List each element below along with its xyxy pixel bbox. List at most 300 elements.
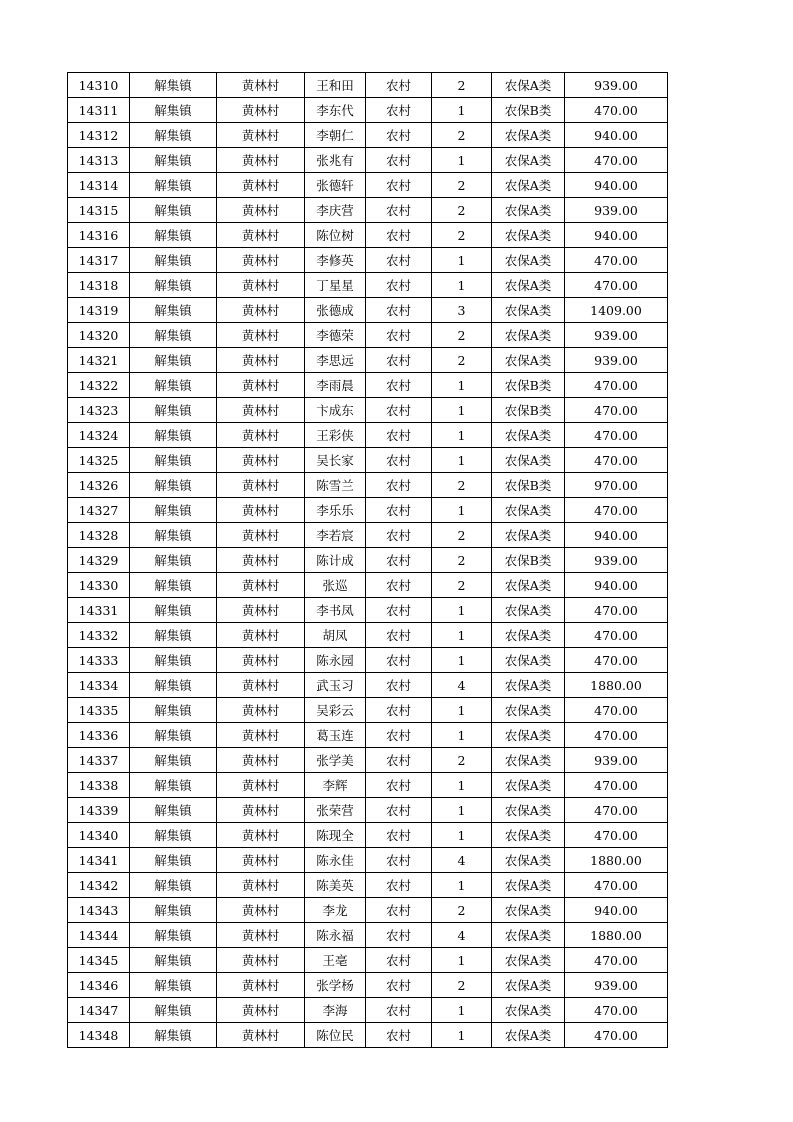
amount-cell: 940.00 bbox=[565, 173, 668, 198]
town-cell: 解集镇 bbox=[130, 423, 217, 448]
amount-cell: 470.00 bbox=[565, 423, 668, 448]
name-cell: 陈美英 bbox=[305, 873, 366, 898]
name-cell: 王亳 bbox=[305, 948, 366, 973]
household-type-cell: 农村 bbox=[366, 223, 432, 248]
table-row bbox=[68, 648, 668, 673]
household-type-cell: 农村 bbox=[366, 498, 432, 523]
amount-cell: 939.00 bbox=[565, 323, 668, 348]
persons-cell: 1 bbox=[432, 1023, 492, 1048]
table-row bbox=[68, 798, 668, 823]
table-row bbox=[68, 373, 668, 398]
name-cell: 李雨晨 bbox=[305, 373, 366, 398]
record-id-cell: 14318 bbox=[68, 273, 130, 298]
household-type-cell: 农村 bbox=[366, 473, 432, 498]
household-type-cell: 农村 bbox=[366, 823, 432, 848]
persons-cell: 1 bbox=[432, 623, 492, 648]
town-cell: 解集镇 bbox=[130, 923, 217, 948]
town-cell: 解集镇 bbox=[130, 123, 217, 148]
name-cell: 葛玉连 bbox=[305, 723, 366, 748]
town-cell: 解集镇 bbox=[130, 298, 217, 323]
household-type-cell: 农村 bbox=[366, 598, 432, 623]
insurance-category-cell: 农保A类 bbox=[492, 873, 565, 898]
insurance-category-cell: 农保A类 bbox=[492, 723, 565, 748]
town-cell: 解集镇 bbox=[130, 148, 217, 173]
name-cell: 李若宸 bbox=[305, 523, 366, 548]
table-row bbox=[68, 973, 668, 998]
town-cell: 解集镇 bbox=[130, 698, 217, 723]
village-cell: 黄林村 bbox=[217, 723, 305, 748]
village-cell: 黄林村 bbox=[217, 773, 305, 798]
persons-cell: 2 bbox=[432, 123, 492, 148]
name-cell: 王彩侠 bbox=[305, 423, 366, 448]
persons-cell: 1 bbox=[432, 873, 492, 898]
village-cell: 黄林村 bbox=[217, 673, 305, 698]
persons-cell: 2 bbox=[432, 748, 492, 773]
household-type-cell: 农村 bbox=[366, 748, 432, 773]
household-type-cell: 农村 bbox=[366, 798, 432, 823]
name-cell: 李思远 bbox=[305, 348, 366, 373]
insurance-category-cell: 农保A类 bbox=[492, 498, 565, 523]
table-row bbox=[68, 198, 668, 223]
village-cell: 黄林村 bbox=[217, 623, 305, 648]
amount-cell: 470.00 bbox=[565, 373, 668, 398]
town-cell: 解集镇 bbox=[130, 973, 217, 998]
town-cell: 解集镇 bbox=[130, 848, 217, 873]
amount-cell: 470.00 bbox=[565, 873, 668, 898]
record-id-cell: 14339 bbox=[68, 798, 130, 823]
table-row bbox=[68, 123, 668, 148]
table-body bbox=[68, 73, 668, 1048]
amount-cell: 470.00 bbox=[565, 398, 668, 423]
persons-cell: 2 bbox=[432, 323, 492, 348]
table-row bbox=[68, 873, 668, 898]
village-cell: 黄林村 bbox=[217, 548, 305, 573]
household-type-cell: 农村 bbox=[366, 923, 432, 948]
village-cell: 黄林村 bbox=[217, 123, 305, 148]
household-type-cell: 农村 bbox=[366, 623, 432, 648]
amount-cell: 940.00 bbox=[565, 573, 668, 598]
name-cell: 李朝仁 bbox=[305, 123, 366, 148]
insurance-category-cell: 农保A类 bbox=[492, 173, 565, 198]
table-row bbox=[68, 398, 668, 423]
village-cell: 黄林村 bbox=[217, 648, 305, 673]
village-cell: 黄林村 bbox=[217, 348, 305, 373]
amount-cell: 939.00 bbox=[565, 973, 668, 998]
name-cell: 张兆有 bbox=[305, 148, 366, 173]
household-type-cell: 农村 bbox=[366, 1023, 432, 1048]
town-cell: 解集镇 bbox=[130, 773, 217, 798]
town-cell: 解集镇 bbox=[130, 373, 217, 398]
town-cell: 解集镇 bbox=[130, 273, 217, 298]
name-cell: 吴彩云 bbox=[305, 698, 366, 723]
insurance-category-cell: 农保A类 bbox=[492, 748, 565, 773]
household-type-cell: 农村 bbox=[366, 298, 432, 323]
persons-cell: 2 bbox=[432, 198, 492, 223]
record-id-cell: 14347 bbox=[68, 998, 130, 1023]
insurance-category-cell: 农保A类 bbox=[492, 323, 565, 348]
household-type-cell: 农村 bbox=[366, 73, 432, 98]
village-cell: 黄林村 bbox=[217, 923, 305, 948]
insurance-category-cell: 农保B类 bbox=[492, 548, 565, 573]
insurance-category-cell: 农保A类 bbox=[492, 973, 565, 998]
record-id-cell: 14313 bbox=[68, 148, 130, 173]
household-type-cell: 农村 bbox=[366, 273, 432, 298]
amount-cell: 939.00 bbox=[565, 548, 668, 573]
village-cell: 黄林村 bbox=[217, 198, 305, 223]
insurance-category-cell: 农保A类 bbox=[492, 223, 565, 248]
table-row bbox=[68, 623, 668, 648]
amount-cell: 1409.00 bbox=[565, 298, 668, 323]
persons-cell: 2 bbox=[432, 523, 492, 548]
table-row bbox=[68, 223, 668, 248]
name-cell: 张德轩 bbox=[305, 173, 366, 198]
table-row bbox=[68, 348, 668, 373]
village-cell: 黄林村 bbox=[217, 148, 305, 173]
village-cell: 黄林村 bbox=[217, 573, 305, 598]
insurance-category-cell: 农保A类 bbox=[492, 573, 565, 598]
persons-cell: 2 bbox=[432, 573, 492, 598]
record-id-cell: 14333 bbox=[68, 648, 130, 673]
town-cell: 解集镇 bbox=[130, 573, 217, 598]
village-cell: 黄林村 bbox=[217, 323, 305, 348]
village-cell: 黄林村 bbox=[217, 173, 305, 198]
household-type-cell: 农村 bbox=[366, 373, 432, 398]
name-cell: 吴长家 bbox=[305, 448, 366, 473]
household-type-cell: 农村 bbox=[366, 198, 432, 223]
insurance-category-cell: 农保A类 bbox=[492, 123, 565, 148]
insurance-category-cell: 农保B类 bbox=[492, 473, 565, 498]
record-id-cell: 14323 bbox=[68, 398, 130, 423]
household-type-cell: 农村 bbox=[366, 698, 432, 723]
name-cell: 李东代 bbox=[305, 98, 366, 123]
amount-cell: 470.00 bbox=[565, 798, 668, 823]
table-row bbox=[68, 723, 668, 748]
record-id-cell: 14346 bbox=[68, 973, 130, 998]
record-id-cell: 14310 bbox=[68, 73, 130, 98]
record-id-cell: 14328 bbox=[68, 523, 130, 548]
amount-cell: 939.00 bbox=[565, 73, 668, 98]
name-cell: 张学杨 bbox=[305, 973, 366, 998]
record-id-cell: 14315 bbox=[68, 198, 130, 223]
town-cell: 解集镇 bbox=[130, 998, 217, 1023]
name-cell: 陈位民 bbox=[305, 1023, 366, 1048]
name-cell: 张巡 bbox=[305, 573, 366, 598]
table-row bbox=[68, 573, 668, 598]
village-cell: 黄林村 bbox=[217, 73, 305, 98]
name-cell: 李修英 bbox=[305, 248, 366, 273]
town-cell: 解集镇 bbox=[130, 323, 217, 348]
town-cell: 解集镇 bbox=[130, 648, 217, 673]
persons-cell: 1 bbox=[432, 248, 492, 273]
village-cell: 黄林村 bbox=[217, 523, 305, 548]
record-id-cell: 14336 bbox=[68, 723, 130, 748]
insurance-category-cell: 农保B类 bbox=[492, 98, 565, 123]
town-cell: 解集镇 bbox=[130, 173, 217, 198]
record-id-cell: 14316 bbox=[68, 223, 130, 248]
record-id-cell: 14340 bbox=[68, 823, 130, 848]
record-id-cell: 14345 bbox=[68, 948, 130, 973]
household-type-cell: 农村 bbox=[366, 848, 432, 873]
table-row bbox=[68, 948, 668, 973]
village-cell: 黄林村 bbox=[217, 373, 305, 398]
insurance-category-cell: 农保A类 bbox=[492, 648, 565, 673]
amount-cell: 470.00 bbox=[565, 998, 668, 1023]
record-id-cell: 14324 bbox=[68, 423, 130, 448]
record-id-cell: 14332 bbox=[68, 623, 130, 648]
persons-cell: 2 bbox=[432, 973, 492, 998]
insurance-category-cell: 农保A类 bbox=[492, 423, 565, 448]
household-type-cell: 农村 bbox=[366, 248, 432, 273]
insurance-category-cell: 农保A类 bbox=[492, 248, 565, 273]
household-type-cell: 农村 bbox=[366, 973, 432, 998]
village-cell: 黄林村 bbox=[217, 248, 305, 273]
insurance-category-cell: 农保A类 bbox=[492, 823, 565, 848]
name-cell: 王和田 bbox=[305, 73, 366, 98]
record-id-cell: 14327 bbox=[68, 498, 130, 523]
insurance-category-cell: 农保A类 bbox=[492, 598, 565, 623]
table-row bbox=[68, 998, 668, 1023]
amount-cell: 470.00 bbox=[565, 623, 668, 648]
record-id-cell: 14348 bbox=[68, 1023, 130, 1048]
name-cell: 李龙 bbox=[305, 898, 366, 923]
table-row bbox=[68, 598, 668, 623]
name-cell: 陈永佳 bbox=[305, 848, 366, 873]
amount-cell: 1880.00 bbox=[565, 923, 668, 948]
persons-cell: 1 bbox=[432, 398, 492, 423]
name-cell: 陈计成 bbox=[305, 548, 366, 573]
amount-cell: 470.00 bbox=[565, 98, 668, 123]
town-cell: 解集镇 bbox=[130, 1023, 217, 1048]
table-row bbox=[68, 473, 668, 498]
insurance-category-cell: 农保A类 bbox=[492, 448, 565, 473]
household-type-cell: 农村 bbox=[366, 898, 432, 923]
town-cell: 解集镇 bbox=[130, 248, 217, 273]
table-row bbox=[68, 823, 668, 848]
table-row bbox=[68, 423, 668, 448]
insurance-category-cell: 农保B类 bbox=[492, 373, 565, 398]
table-row bbox=[68, 923, 668, 948]
amount-cell: 470.00 bbox=[565, 273, 668, 298]
village-cell: 黄林村 bbox=[217, 398, 305, 423]
amount-cell: 470.00 bbox=[565, 598, 668, 623]
village-cell: 黄林村 bbox=[217, 298, 305, 323]
village-cell: 黄林村 bbox=[217, 1023, 305, 1048]
persons-cell: 1 bbox=[432, 648, 492, 673]
town-cell: 解集镇 bbox=[130, 798, 217, 823]
persons-cell: 1 bbox=[432, 498, 492, 523]
amount-cell: 970.00 bbox=[565, 473, 668, 498]
name-cell: 胡凤 bbox=[305, 623, 366, 648]
household-type-cell: 农村 bbox=[366, 673, 432, 698]
village-cell: 黄林村 bbox=[217, 873, 305, 898]
household-type-cell: 农村 bbox=[366, 523, 432, 548]
name-cell: 张学美 bbox=[305, 748, 366, 773]
record-id-cell: 14320 bbox=[68, 323, 130, 348]
household-type-cell: 农村 bbox=[366, 723, 432, 748]
name-cell: 李书凤 bbox=[305, 598, 366, 623]
household-type-cell: 农村 bbox=[366, 323, 432, 348]
persons-cell: 1 bbox=[432, 798, 492, 823]
town-cell: 解集镇 bbox=[130, 398, 217, 423]
persons-cell: 1 bbox=[432, 448, 492, 473]
town-cell: 解集镇 bbox=[130, 473, 217, 498]
village-cell: 黄林村 bbox=[217, 748, 305, 773]
town-cell: 解集镇 bbox=[130, 548, 217, 573]
persons-cell: 1 bbox=[432, 148, 492, 173]
village-cell: 黄林村 bbox=[217, 898, 305, 923]
insurance-category-cell: 农保A类 bbox=[492, 348, 565, 373]
village-cell: 黄林村 bbox=[217, 598, 305, 623]
table-row bbox=[68, 448, 668, 473]
amount-cell: 939.00 bbox=[565, 748, 668, 773]
record-id-cell: 14326 bbox=[68, 473, 130, 498]
town-cell: 解集镇 bbox=[130, 73, 217, 98]
table-row bbox=[68, 248, 668, 273]
insurance-category-cell: 农保A类 bbox=[492, 623, 565, 648]
village-cell: 黄林村 bbox=[217, 973, 305, 998]
persons-cell: 2 bbox=[432, 548, 492, 573]
amount-cell: 470.00 bbox=[565, 648, 668, 673]
name-cell: 武玉习 bbox=[305, 673, 366, 698]
household-type-cell: 农村 bbox=[366, 948, 432, 973]
town-cell: 解集镇 bbox=[130, 823, 217, 848]
amount-cell: 470.00 bbox=[565, 248, 668, 273]
record-id-cell: 14331 bbox=[68, 598, 130, 623]
village-cell: 黄林村 bbox=[217, 998, 305, 1023]
persons-cell: 1 bbox=[432, 773, 492, 798]
insurance-category-cell: 农保A类 bbox=[492, 698, 565, 723]
insurance-category-cell: 农保A类 bbox=[492, 298, 565, 323]
table-row bbox=[68, 148, 668, 173]
name-cell: 卞成东 bbox=[305, 398, 366, 423]
amount-cell: 939.00 bbox=[565, 198, 668, 223]
persons-cell: 2 bbox=[432, 223, 492, 248]
town-cell: 解集镇 bbox=[130, 98, 217, 123]
village-cell: 黄林村 bbox=[217, 98, 305, 123]
records-table bbox=[67, 72, 668, 1048]
persons-cell: 1 bbox=[432, 698, 492, 723]
town-cell: 解集镇 bbox=[130, 898, 217, 923]
household-type-cell: 农村 bbox=[366, 998, 432, 1023]
persons-cell: 4 bbox=[432, 673, 492, 698]
amount-cell: 1880.00 bbox=[565, 673, 668, 698]
table-row bbox=[68, 773, 668, 798]
town-cell: 解集镇 bbox=[130, 448, 217, 473]
town-cell: 解集镇 bbox=[130, 623, 217, 648]
table-row bbox=[68, 673, 668, 698]
record-id-cell: 14344 bbox=[68, 923, 130, 948]
persons-cell: 1 bbox=[432, 723, 492, 748]
name-cell: 陈位树 bbox=[305, 223, 366, 248]
table-row bbox=[68, 323, 668, 348]
town-cell: 解集镇 bbox=[130, 948, 217, 973]
name-cell: 张德成 bbox=[305, 298, 366, 323]
record-id-cell: 14311 bbox=[68, 98, 130, 123]
town-cell: 解集镇 bbox=[130, 198, 217, 223]
amount-cell: 940.00 bbox=[565, 523, 668, 548]
insurance-category-cell: 农保A类 bbox=[492, 948, 565, 973]
town-cell: 解集镇 bbox=[130, 498, 217, 523]
name-cell: 李庆营 bbox=[305, 198, 366, 223]
amount-cell: 470.00 bbox=[565, 148, 668, 173]
persons-cell: 4 bbox=[432, 848, 492, 873]
town-cell: 解集镇 bbox=[130, 748, 217, 773]
insurance-category-cell: 农保A类 bbox=[492, 923, 565, 948]
insurance-category-cell: 农保A类 bbox=[492, 898, 565, 923]
name-cell: 陈现全 bbox=[305, 823, 366, 848]
table-row bbox=[68, 498, 668, 523]
insurance-category-cell: 农保A类 bbox=[492, 848, 565, 873]
amount-cell: 470.00 bbox=[565, 498, 668, 523]
table-row bbox=[68, 1023, 668, 1048]
household-type-cell: 农村 bbox=[366, 148, 432, 173]
record-id-cell: 14314 bbox=[68, 173, 130, 198]
insurance-category-cell: 农保A类 bbox=[492, 798, 565, 823]
table-row bbox=[68, 548, 668, 573]
amount-cell: 940.00 bbox=[565, 223, 668, 248]
insurance-category-cell: 农保A类 bbox=[492, 773, 565, 798]
household-type-cell: 农村 bbox=[366, 348, 432, 373]
record-id-cell: 14337 bbox=[68, 748, 130, 773]
household-type-cell: 农村 bbox=[366, 873, 432, 898]
name-cell: 陈永园 bbox=[305, 648, 366, 673]
town-cell: 解集镇 bbox=[130, 723, 217, 748]
record-id-cell: 14334 bbox=[68, 673, 130, 698]
record-id-cell: 14322 bbox=[68, 373, 130, 398]
table-row bbox=[68, 98, 668, 123]
household-type-cell: 农村 bbox=[366, 648, 432, 673]
insurance-category-cell: 农保A类 bbox=[492, 273, 565, 298]
persons-cell: 2 bbox=[432, 73, 492, 98]
record-id-cell: 14330 bbox=[68, 573, 130, 598]
record-id-cell: 14317 bbox=[68, 248, 130, 273]
table-row bbox=[68, 523, 668, 548]
persons-cell: 1 bbox=[432, 373, 492, 398]
household-type-cell: 农村 bbox=[366, 123, 432, 148]
village-cell: 黄林村 bbox=[217, 223, 305, 248]
table-row bbox=[68, 848, 668, 873]
insurance-category-cell: 农保A类 bbox=[492, 523, 565, 548]
record-id-cell: 14325 bbox=[68, 448, 130, 473]
village-cell: 黄林村 bbox=[217, 498, 305, 523]
persons-cell: 1 bbox=[432, 823, 492, 848]
village-cell: 黄林村 bbox=[217, 698, 305, 723]
name-cell: 李乐乐 bbox=[305, 498, 366, 523]
name-cell: 丁星星 bbox=[305, 273, 366, 298]
insurance-category-cell: 农保A类 bbox=[492, 198, 565, 223]
persons-cell: 2 bbox=[432, 473, 492, 498]
town-cell: 解集镇 bbox=[130, 598, 217, 623]
record-id-cell: 14321 bbox=[68, 348, 130, 373]
table-row bbox=[68, 298, 668, 323]
persons-cell: 2 bbox=[432, 348, 492, 373]
persons-cell: 1 bbox=[432, 598, 492, 623]
insurance-category-cell: 农保A类 bbox=[492, 73, 565, 98]
name-cell: 李辉 bbox=[305, 773, 366, 798]
persons-cell: 1 bbox=[432, 998, 492, 1023]
name-cell: 李海 bbox=[305, 998, 366, 1023]
table-row bbox=[68, 698, 668, 723]
table-row bbox=[68, 273, 668, 298]
name-cell: 陈永福 bbox=[305, 923, 366, 948]
village-cell: 黄林村 bbox=[217, 448, 305, 473]
village-cell: 黄林村 bbox=[217, 848, 305, 873]
insurance-category-cell: 农保A类 bbox=[492, 998, 565, 1023]
persons-cell: 1 bbox=[432, 98, 492, 123]
village-cell: 黄林村 bbox=[217, 473, 305, 498]
amount-cell: 470.00 bbox=[565, 773, 668, 798]
amount-cell: 470.00 bbox=[565, 948, 668, 973]
